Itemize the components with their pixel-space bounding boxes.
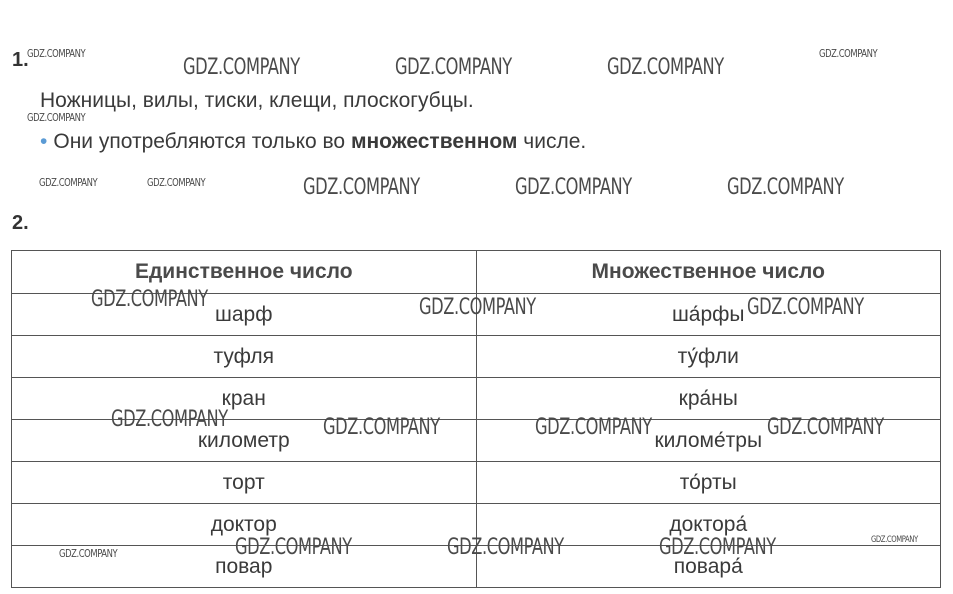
note-text-bold: множественном xyxy=(350,130,518,153)
table-header-row xyxy=(12,251,941,294)
plural-cell: ша́рфы xyxy=(476,294,941,336)
table-row xyxy=(12,336,941,378)
watermark: GDZ.COMPANY xyxy=(747,295,864,320)
table-row xyxy=(12,504,941,546)
plural-cell: ту́фли xyxy=(476,336,941,378)
bullet-icon: • xyxy=(40,130,48,153)
watermark: GDZ.COMPANY xyxy=(235,535,352,560)
watermark: GDZ.COMPANY xyxy=(59,547,118,560)
singular-cell: торт xyxy=(12,462,477,504)
watermark: GDZ.COMPANY xyxy=(419,295,536,320)
note-text-before: Они употребляются только во xyxy=(53,130,351,153)
table-row xyxy=(12,378,941,420)
watermark: GDZ.COMPANY xyxy=(323,415,440,440)
watermark: GDZ.COMPANY xyxy=(27,111,86,124)
singular-cell: туфля xyxy=(12,336,477,378)
number-forms-table xyxy=(11,250,941,588)
plural-cell: киломе́тры xyxy=(476,420,941,462)
singular-cell: повар xyxy=(12,546,477,588)
plural-cell: доктора́ xyxy=(476,504,941,546)
watermark: GDZ.COMPANY xyxy=(39,176,98,189)
watermark: GDZ.COMPANY xyxy=(767,415,884,440)
task-2-number: 2. xyxy=(12,212,29,234)
header-plural: Множественное число xyxy=(476,251,941,294)
table-row xyxy=(12,462,941,504)
watermark: GDZ.COMPANY xyxy=(727,175,844,200)
singular-cell: километр xyxy=(12,420,477,462)
watermark: GDZ.COMPANY xyxy=(659,535,776,560)
singular-cell: доктор xyxy=(12,504,477,546)
watermark: GDZ.COMPANY xyxy=(147,176,206,189)
table-row xyxy=(12,546,941,588)
plural-cell: повара́ xyxy=(476,546,941,588)
watermark: GDZ.COMPANY xyxy=(871,535,918,545)
header-singular: Единственное число xyxy=(12,251,477,294)
table-row xyxy=(12,294,941,336)
note-text-after: числе. xyxy=(517,130,587,153)
watermark: GDZ.COMPANY xyxy=(303,175,420,200)
table-row xyxy=(12,420,941,462)
watermark: GDZ.COMPANY xyxy=(447,535,564,560)
watermark: GDZ.COMPANY xyxy=(535,415,652,440)
watermark: GDZ.COMPANY xyxy=(607,55,724,80)
watermark: GDZ.COMPANY xyxy=(91,287,208,312)
task-1-words: Ножницы, вилы, тиски, клещи, плоскогубцы. xyxy=(40,89,474,112)
watermark: GDZ.COMPANY xyxy=(111,407,228,432)
watermark: GDZ.COMPANY xyxy=(819,47,878,60)
plural-cell: то́рты xyxy=(476,462,941,504)
watermark: GDZ.COMPANY xyxy=(27,47,86,60)
task-1-note xyxy=(40,130,586,154)
singular-cell: шарф xyxy=(12,294,477,336)
watermark: GDZ.COMPANY xyxy=(183,55,300,80)
watermark: GDZ.COMPANY xyxy=(515,175,632,200)
task-1-number: 1. xyxy=(12,49,29,71)
watermark: GDZ.COMPANY xyxy=(395,55,512,80)
singular-cell: кран xyxy=(12,378,477,420)
plural-cell: кра́ны xyxy=(476,378,941,420)
